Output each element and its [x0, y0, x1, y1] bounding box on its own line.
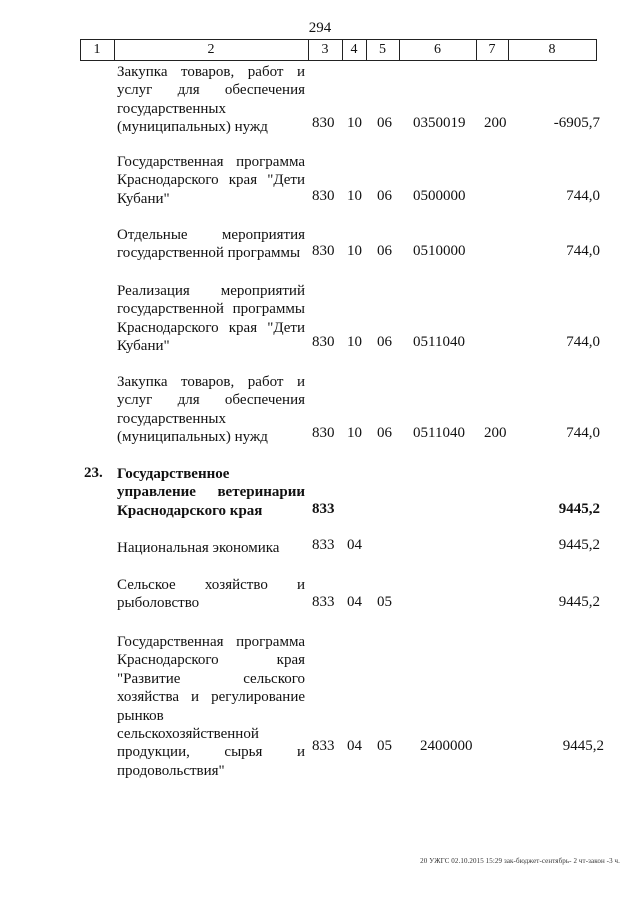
cell-target-article: 0511040	[413, 334, 465, 350]
cell-section: 04	[347, 594, 362, 610]
cell-target-article: 0510000	[413, 243, 466, 259]
cell-ministry: 833	[312, 738, 335, 754]
column-header-row	[80, 39, 597, 61]
row-name: Государственная программа Краснодарского края "Развитие сельского хозяйства и регулирование рынков сельскохозяйственной продукции, сырья и продовольствия"	[117, 634, 305, 779]
cell-expense-type: 200	[484, 425, 507, 441]
column-header-6: 6	[434, 42, 441, 57]
cell-ministry: 833	[312, 537, 335, 553]
cell-section: 04	[347, 738, 362, 754]
column-header-2: 2	[207, 42, 215, 57]
cell-amount: 744,0	[566, 188, 600, 204]
row-name: Государственная программа Краснодарского края "Дети Кубани"	[117, 154, 305, 207]
column-header-5: 5	[379, 42, 386, 57]
cell-subsection: 06	[377, 425, 392, 441]
cell-target-article: 0350019	[413, 115, 466, 131]
cell-amount: 9445,2	[558, 501, 600, 517]
column-header-7: 7	[488, 42, 496, 57]
section-number: 23.	[84, 465, 103, 481]
cell-target-article: 2400000	[420, 738, 473, 754]
cell-section: 10	[347, 243, 362, 259]
row-name: Отдельные мероприятия государственной программы	[117, 227, 305, 262]
cell-subsection: 06	[377, 334, 392, 350]
cell-amount: 9445,2	[562, 738, 604, 754]
row-name: Государственное управление ветеринарии Краснодарского края	[117, 466, 305, 519]
cell-subsection: 05	[377, 594, 392, 610]
cell-section: 10	[347, 188, 362, 204]
header-divider	[596, 39, 597, 61]
cell-section: 04	[347, 537, 362, 553]
cell-target-article: 0500000	[413, 188, 466, 204]
row-name: Реализация мероприятий государственной программы Краснодарского края "Дети Кубани"	[117, 283, 305, 355]
cell-amount: 744,0	[566, 334, 600, 350]
page-number: 294	[308, 20, 332, 36]
row-name: Национальная экономика	[117, 540, 280, 556]
column-header-8: 8	[548, 42, 556, 57]
cell-subsection: 06	[377, 115, 392, 131]
cell-section: 10	[347, 425, 362, 441]
cell-amount: -6905,7	[553, 115, 600, 131]
cell-section: 10	[347, 115, 362, 131]
cell-ministry: 833	[312, 594, 335, 610]
cell-amount: 9445,2	[558, 594, 600, 610]
header-top-line	[80, 39, 597, 40]
column-header-1: 1	[93, 42, 101, 57]
column-header-3: 3	[321, 42, 329, 57]
cell-section: 10	[347, 334, 362, 350]
row-name: Сельское хозяйство и рыболовство	[117, 577, 305, 612]
header-bottom-line	[80, 60, 597, 61]
cell-ministry: 833	[312, 501, 335, 517]
cell-expense-type: 200	[484, 115, 507, 131]
cell-target-article: 0511040	[413, 425, 465, 441]
cell-ministry: 830	[312, 188, 335, 204]
footer-stamp: 20 УЖГС 02.10.2015 15:29 зак-бюджет-сентябрь- 2 чт-закон -3 ч.	[420, 857, 620, 865]
cell-ministry: 830	[312, 334, 335, 350]
cell-ministry: 830	[312, 115, 335, 131]
row-name: Закупка товаров, работ и услуг для обеспечения государственных (муниципальных) нужд	[117, 374, 305, 446]
cell-amount: 9445,2	[558, 537, 600, 553]
cell-amount: 744,0	[566, 243, 600, 259]
cell-subsection: 06	[377, 243, 392, 259]
cell-ministry: 830	[312, 243, 335, 259]
cell-subsection: 06	[377, 188, 392, 204]
row-name: Закупка товаров, работ и услуг для обеспечения государственных (муниципальных) нужд	[117, 64, 305, 136]
cell-ministry: 830	[312, 425, 335, 441]
cell-subsection: 05	[377, 738, 392, 754]
column-header-4: 4	[350, 42, 358, 57]
cell-amount: 744,0	[566, 425, 600, 441]
